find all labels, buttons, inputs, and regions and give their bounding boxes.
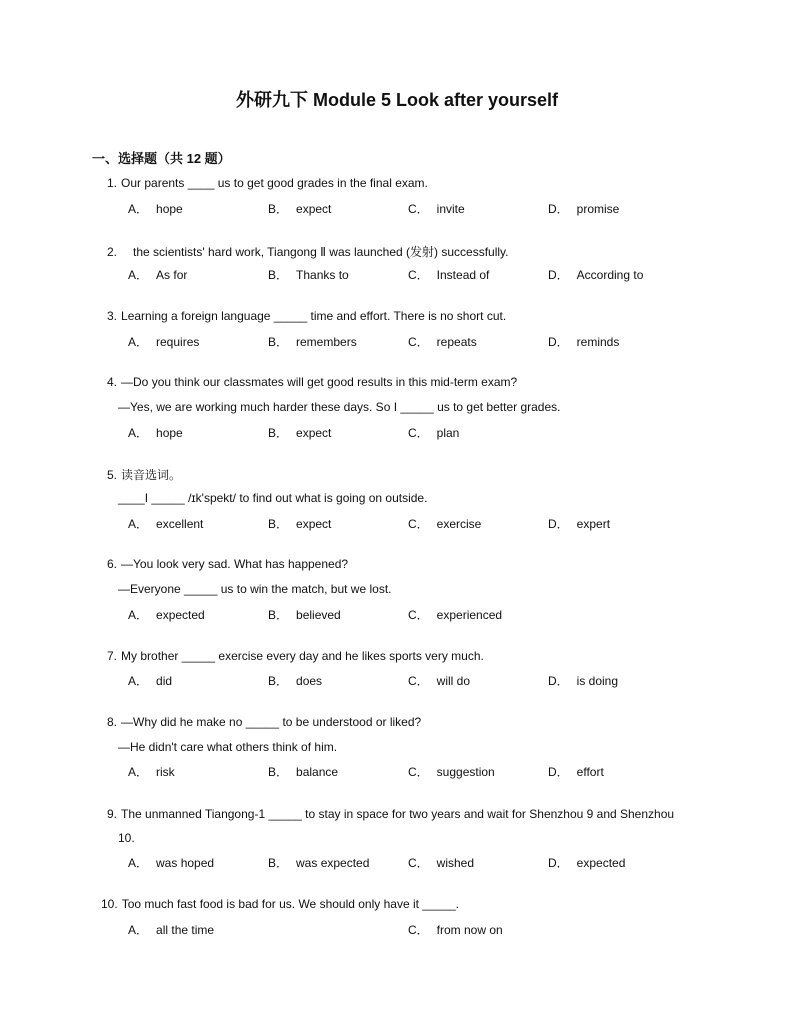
question-number: 5. [107,468,118,482]
option-c[interactable] [408,333,477,350]
option-text: expert [576,517,611,531]
option-letter: A． [128,426,149,440]
option-letter: C． [408,268,429,282]
option-text: expected [156,608,205,622]
option-text: experienced [436,608,503,622]
option-text: effort [576,765,604,779]
option-letter: A． [128,856,149,870]
option-text: wished [436,856,475,870]
option-text: from now on [436,923,503,937]
option-text: repeats [436,335,477,349]
option-letter: B． [268,608,289,622]
option-letter: A． [128,517,149,531]
question-text: —You look very sad. What has happened? [121,557,349,571]
option-c[interactable] [408,606,502,623]
option-letter: D． [548,674,569,688]
question-text: Our parents ____ us to get good grades in the final exam. [121,176,428,190]
option-b[interactable] [268,672,322,689]
question-number: 3. [107,309,118,323]
option-text: expect [296,517,332,531]
option-text: Thanks to [296,268,349,282]
option-letter: C． [408,426,429,440]
question-line: —He didn't care what others think of him. [118,740,338,754]
option-text: believed [296,608,341,622]
option-text: remembers [296,335,357,349]
question-line: ____I _____ /ɪk'spekt/ to find out what is going on outside. [118,491,428,505]
question-stem [107,557,348,571]
option-b[interactable] [268,266,349,283]
question-text: Too much fast food is bad for us. We should only have it _____. [121,897,459,911]
option-letter: A． [128,335,149,349]
option-letter: C． [408,335,429,349]
question-text: 读音选词。 [121,468,182,482]
option-letter: C． [408,765,429,779]
option-text: all the time [156,923,215,937]
question-line: 10. [118,831,135,845]
option-b[interactable] [268,606,341,623]
question-text: The unmanned Tiangong-1 _____ to stay in space for two years and wait for Shenzhou 9 and Shenzhou [121,807,675,821]
option-a[interactable] [128,921,214,938]
question-number: 8. [107,715,118,729]
option-text: was expected [296,856,370,870]
question-number: 4. [107,375,118,389]
option-text: risk [156,765,175,779]
option-c[interactable] [408,266,489,283]
option-d[interactable] [548,763,604,780]
option-text: expect [296,426,332,440]
question-stem [107,176,428,190]
option-b[interactable] [268,333,357,350]
option-text: According to [576,268,644,282]
option-d[interactable] [548,333,619,350]
question-stem [107,649,484,663]
question-line: —Yes, we are working much harder these days. So I _____ us to get better grades. [118,400,561,414]
option-b[interactable] [268,424,331,441]
option-letter: D． [548,268,569,282]
option-text: Instead of [436,268,490,282]
option-c[interactable] [408,672,470,689]
option-a[interactable] [128,606,205,623]
option-letter: B． [268,202,289,216]
question-stem [107,309,506,323]
question-stem [107,375,517,389]
option-text: excellent [156,517,204,531]
option-d[interactable] [548,672,618,689]
option-d[interactable] [548,854,625,871]
option-c[interactable] [408,200,465,217]
question-stem [107,715,421,729]
option-b[interactable] [268,515,331,532]
option-text: does [296,674,323,688]
option-b[interactable] [268,200,331,217]
option-letter: B． [268,335,289,349]
option-letter: A． [128,923,149,937]
option-letter: A． [128,674,149,688]
question-stem [101,897,459,911]
option-b[interactable] [268,763,338,780]
option-letter: C． [408,608,429,622]
option-c[interactable] [408,515,481,532]
question-number: 6. [107,557,118,571]
option-text: hope [156,426,183,440]
option-letter: D． [548,856,569,870]
question-text: —Do you think our classmates will get good results in this mid-term exam? [121,375,518,389]
option-letter: A． [128,608,149,622]
option-letter: B． [268,765,289,779]
option-a[interactable] [128,672,172,689]
option-text: was hoped [156,856,215,870]
option-letter: D． [548,335,569,349]
option-a[interactable] [128,424,183,441]
option-text: balance [296,765,339,779]
question-line: —Everyone _____ us to win the match, but we lost. [118,582,392,596]
question-number: 9. [107,807,118,821]
option-letter: D． [548,765,569,779]
question-number: 10. [101,897,118,911]
option-letter: C． [408,923,429,937]
option-c[interactable] [408,854,474,871]
option-d[interactable] [548,515,610,532]
option-c[interactable] [408,921,503,938]
question-number: 1. [107,176,118,190]
option-a[interactable] [128,333,199,350]
option-text: reminds [576,335,620,349]
question-text: My brother _____ exercise every day and he likes sports very much. [121,649,484,663]
option-letter: B． [268,517,289,531]
option-letter: C． [408,856,429,870]
option-text: requires [156,335,200,349]
option-text: is doing [576,674,619,688]
option-letter: A． [128,268,149,282]
option-letter: B． [268,674,289,688]
option-text: As for [156,268,188,282]
question-text: Learning a foreign language _____ time and effort. There is no short cut. [121,309,507,323]
option-text: promise [576,202,620,216]
option-a[interactable] [128,515,203,532]
document-title: 外研九下 Module 5 Look after yourself [235,90,559,110]
option-b[interactable] [268,854,369,871]
option-text: invite [436,202,465,216]
question-text: the scientists' hard work, Tiangong Ⅱ was launched (发射) successfully. [133,245,509,259]
option-letter: A． [128,765,149,779]
option-text: expect [296,202,332,216]
option-a[interactable] [128,854,214,871]
option-text: plan [436,426,460,440]
option-letter: C． [408,202,429,216]
option-a[interactable] [128,200,183,217]
question-stem [107,807,674,821]
question-text: —Why did he make no _____ to be understood or liked? [121,715,422,729]
option-letter: B． [268,856,289,870]
question-stem [107,466,181,483]
option-letter: D． [548,517,569,531]
option-letter: A． [128,202,149,216]
option-c[interactable] [408,763,495,780]
option-c[interactable] [408,424,459,441]
option-text: hope [156,202,183,216]
option-letter: C． [408,674,429,688]
question-number: 7. [107,649,118,663]
option-d[interactable] [548,266,643,283]
section-heading: 一、选择题（共 12 题） [92,151,231,166]
option-a[interactable] [128,266,187,283]
question-number: 2. [107,245,118,259]
option-a[interactable] [128,763,175,780]
option-letter: B． [268,426,289,440]
option-text: suggestion [436,765,495,779]
option-text: expected [576,856,626,870]
option-letter: C． [408,517,429,531]
option-text: will do [436,674,471,688]
option-d[interactable] [548,200,619,217]
option-text: did [156,674,173,688]
option-text: exercise [436,517,482,531]
option-letter: B． [268,268,289,282]
question-stem [107,243,509,260]
option-letter: D． [548,202,569,216]
